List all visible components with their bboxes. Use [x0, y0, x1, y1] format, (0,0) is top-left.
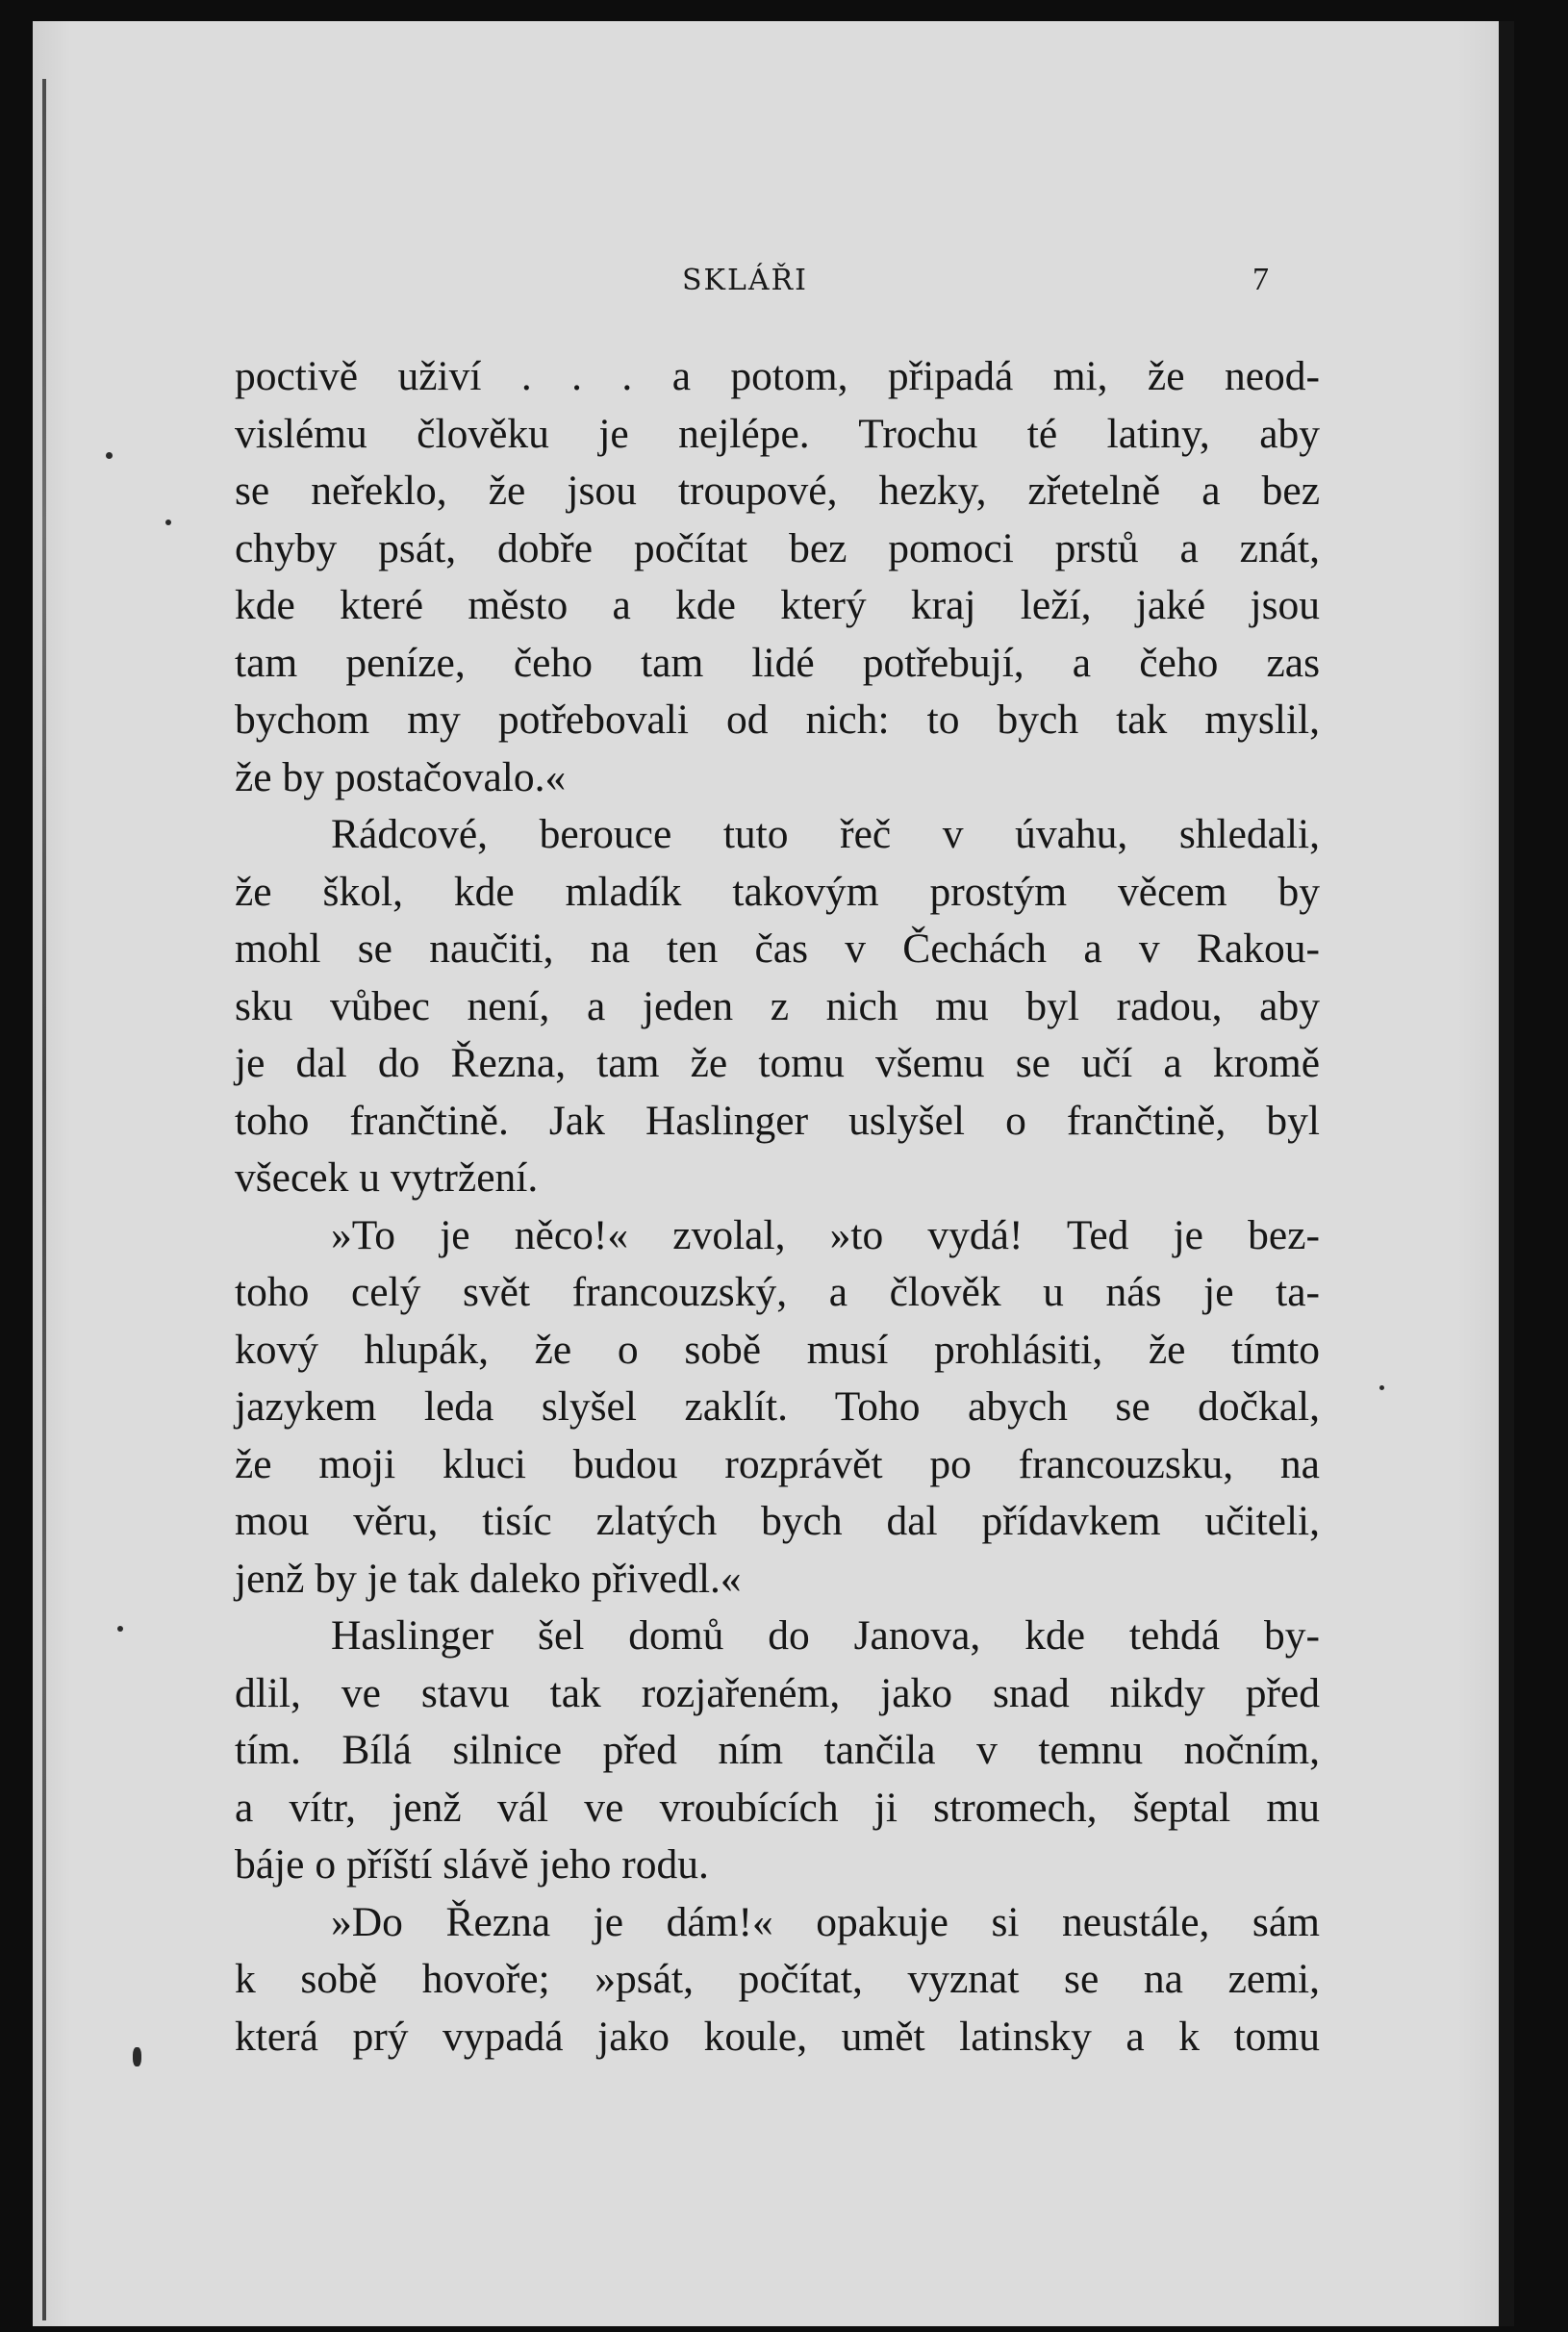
- text-line: a vítr, jenž vál ve vroubících ji stromech, šeptal mu: [235, 1784, 1320, 1831]
- dust-speck: [165, 520, 171, 525]
- text-line: že by postačovalo.«: [235, 753, 567, 800]
- text-line: je dal do Řezna, tam že tomu všemu se učí a kromě: [235, 1040, 1320, 1086]
- text-line: toho frančtině. Jak Haslinger uslyšel o frančtině, byl: [235, 1097, 1320, 1144]
- text-line: kde které město a kde který kraj leží, jaké jsou: [235, 582, 1320, 628]
- text-line: která prý vypadá jako koule, umět latinsky a k tomu: [235, 2013, 1320, 2060]
- text-line: chyby psát, dobře počítat bez pomoci prstů a znát,: [235, 524, 1320, 571]
- text-line: že moji kluci budou rozprávět po francouzsku, na: [235, 1440, 1320, 1487]
- text-line: k sobě hovoře; »psát, počítat, vyznat se na zemi,: [235, 1956, 1320, 2002]
- text-line: jazykem leda slyšel zaklít. Toho abych se dočkal,: [235, 1383, 1320, 1430]
- text-line: jenž by je tak daleko přivedl.«: [235, 1555, 742, 1602]
- text-line: »To je něco!« zvolal, »to vydá! Ted je bez-: [331, 1211, 1320, 1258]
- text-line: báje o příští slávě jeho rodu.: [235, 1841, 709, 1888]
- text-line: »Do Řezna je dám!« opakuje si neustále, sám: [331, 1898, 1320, 1945]
- dust-speck: [1379, 1385, 1384, 1390]
- text-line: mou věru, tisíc zlatých bych dal přídavkem učiteli,: [235, 1498, 1320, 1544]
- page-right-edge: [1499, 21, 1514, 2326]
- text-line: že škol, kde mladík takovým prostým věcem by: [235, 868, 1320, 915]
- page-number: 7: [1252, 262, 1269, 297]
- body-text: [235, 348, 1320, 2066]
- running-title: SKLÁŘI: [682, 264, 808, 297]
- text-line: dlil, ve stavu tak rozjařeném, jako snad nikdy před: [235, 1669, 1320, 1716]
- dust-speck: [106, 452, 113, 459]
- text-line: mohl se naučiti, na ten čas v Čechách a v Rakou-: [235, 925, 1320, 972]
- page-header: [33, 264, 1514, 302]
- text-line: Rádcové, berouce tuto řeč v úvahu, shledali,: [331, 811, 1320, 857]
- text-line: sku vůbec není, a jeden z nich mu byl radou, aby: [235, 982, 1320, 1029]
- page-spine-shadow: [42, 79, 46, 2320]
- text-line: vislému člověku je nejlépe. Trochu té latiny, aby: [235, 410, 1320, 457]
- text-line: všecek u vytržení.: [235, 1154, 539, 1201]
- dust-speck: [117, 1626, 123, 1632]
- text-line: bychom my potřebovali od nich: to bych tak myslil,: [235, 697, 1320, 743]
- dust-speck: [133, 2047, 141, 2066]
- text-line: poctivě uživí . . . a potom, připadá mi, že neod-: [235, 353, 1320, 399]
- text-line: toho celý svět francouzský, a člověk u nás je ta-: [235, 1269, 1320, 1315]
- book-page: [33, 21, 1514, 2326]
- text-line: tam peníze, čeho tam lidé potřebují, a čeho zas: [235, 639, 1320, 686]
- text-line: kový hlupák, že o sobě musí prohlásiti, že tímto: [235, 1326, 1320, 1373]
- text-line: Haslinger šel domů do Janova, kde tehdá by-: [331, 1612, 1320, 1659]
- text-line: se neřeklo, že jsou troupové, hezky, zřetelně a bez: [235, 468, 1320, 514]
- text-line: tím. Bílá silnice před ním tančila v temnu nočním,: [235, 1727, 1320, 1773]
